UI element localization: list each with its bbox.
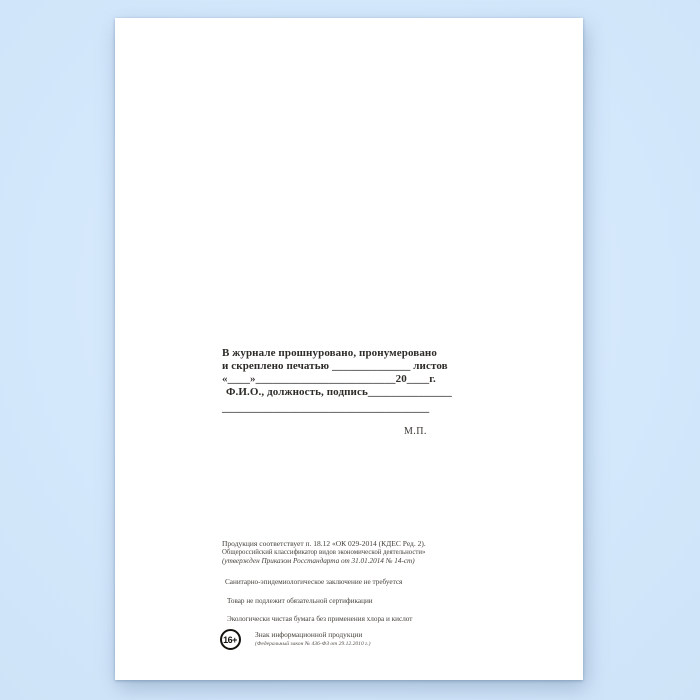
- age-rating-16plus-icon: 16+: [220, 629, 241, 650]
- stitching-record-line: «____»_________________________20____г.: [222, 373, 436, 385]
- stitching-record-block: [222, 347, 452, 415]
- certification-note: Товар не подлежит обязательной сертификации: [227, 597, 373, 605]
- sanitary-note: Санитарно-эпидемиологическое заключение не требуется: [225, 578, 403, 586]
- document-page: [115, 18, 583, 680]
- classifier-compliance-block: [222, 539, 426, 567]
- stitching-record-line: и скреплено печатью ______________ листов: [222, 360, 448, 372]
- seal-place-label: М.П.: [404, 426, 427, 437]
- signature-rule-line: _____________________________________: [222, 402, 430, 414]
- age-mark-text: [255, 629, 371, 648]
- classifier-line: Общероссийский классификатор видов экономической деятельности»: [222, 549, 426, 556]
- stitching-record-line: В журнале прошнуровано, пронумеровано: [222, 347, 437, 359]
- age-mark-law-reference: (Федеральный закон № 436-ФЗ от 29.12.2010 г.): [255, 641, 371, 647]
- classifier-approval-line: (утвержден Приказом Росстандарта от 31.01.2014 № 14-ст): [222, 557, 415, 565]
- classifier-line: Продукция соответствует п. 18.12 «ОК 029-2014 (КДЕС Ред. 2).: [222, 539, 426, 548]
- age-mark-row: [220, 629, 371, 650]
- stitching-record-line: Ф.И.О., должность, подпись_______________: [226, 386, 452, 398]
- age-mark-title: Знак информационной продукции: [255, 630, 363, 639]
- ecology-note: Экологически чистая бумага без применения хлора и кислот: [227, 615, 413, 623]
